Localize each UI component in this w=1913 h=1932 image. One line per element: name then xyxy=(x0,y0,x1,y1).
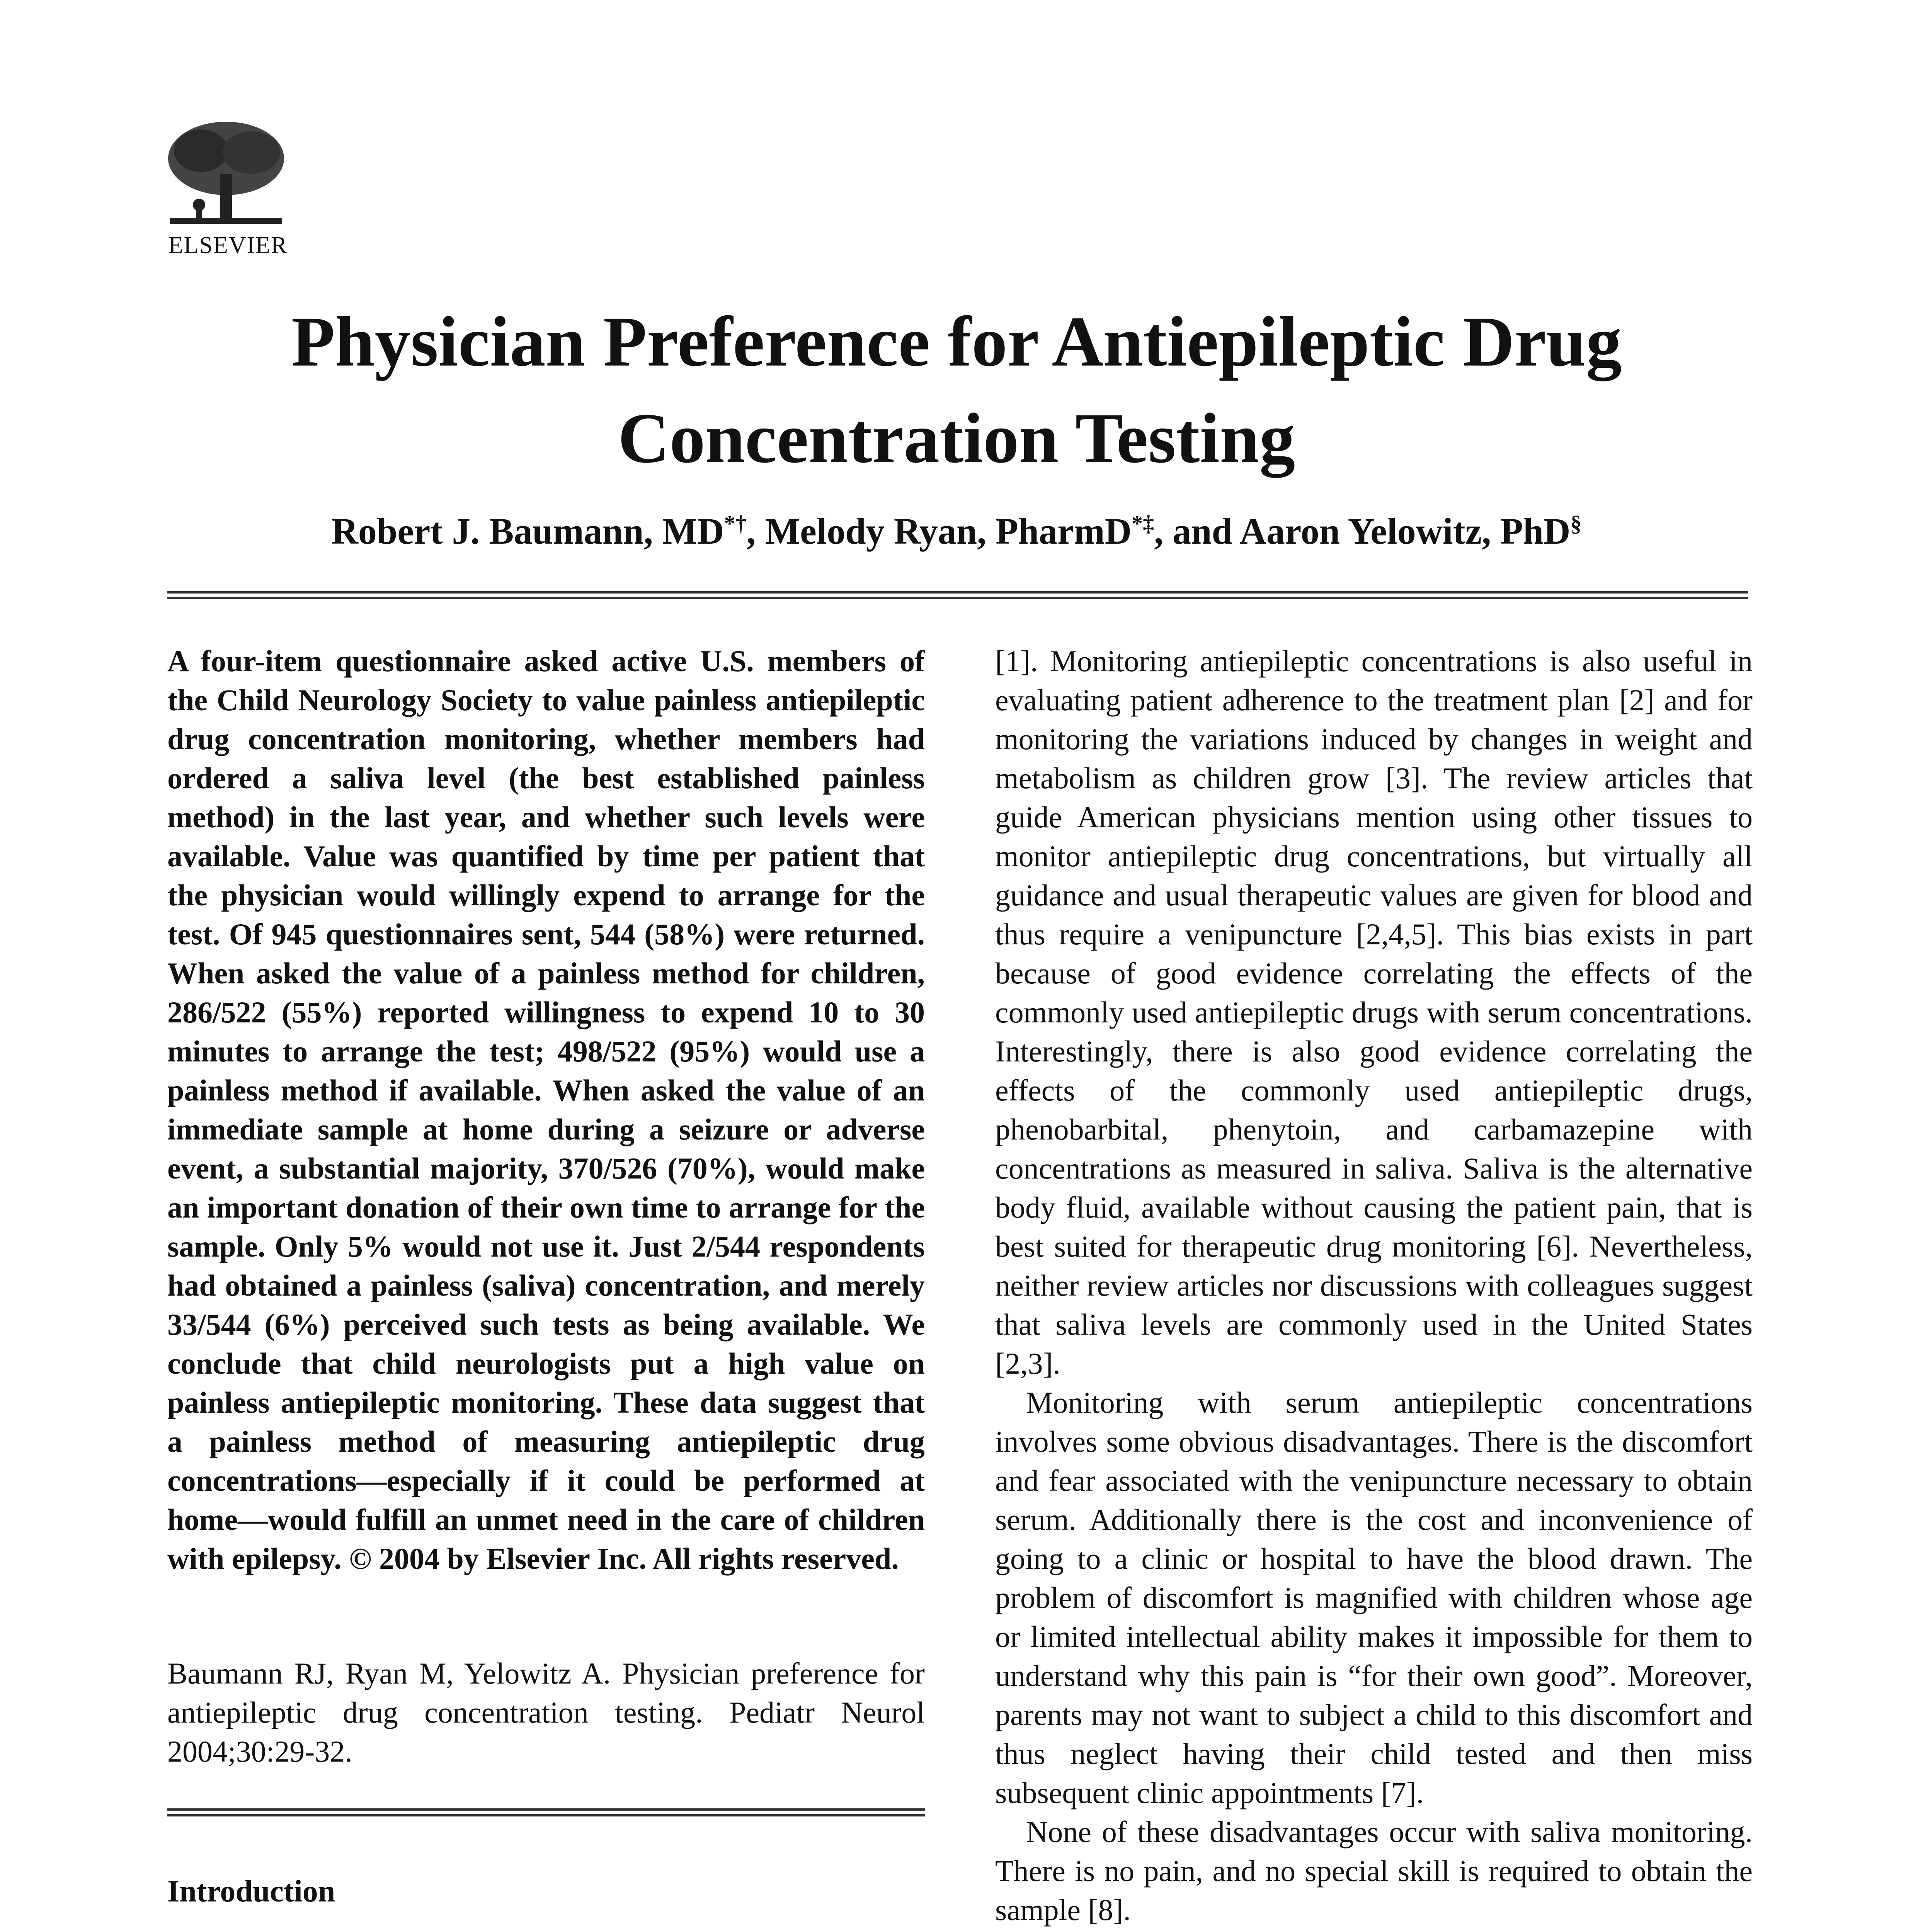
author-name: Aaron Yelowitz, PhD xyxy=(1239,510,1571,552)
right-column xyxy=(995,641,1753,1932)
author-affiliation-marks: *‡ xyxy=(1132,511,1154,536)
author-name: Melody Ryan, PharmD xyxy=(765,510,1132,552)
citation-text: Baumann RJ, Ryan M, Yelowitz A. Physician preference for antiepileptic drug concentration testing. Pediatr Neurol 2004;30:29-32. xyxy=(167,1656,925,1768)
author-separator: , xyxy=(746,510,765,552)
header-rule-bottom xyxy=(167,597,1748,599)
article-title: Physician Preference for Antiepileptic Drug Concentration Testing xyxy=(291,302,1622,478)
body-paragraph xyxy=(995,1929,1753,1932)
author-separator: , and xyxy=(1154,510,1240,552)
body-paragraph: Monitoring with serum antiepileptic concentrations involves some obvious disadvantages. There is the discomfort and fear associated with the venipuncture necessary to obtain serum. Additionally there is the cost and inconvenience of going to a clinic or hospital to have the blood drawn. The problem of discomfort is magnified with children whose age or limited intellectual ability makes it impossible for them to understand why this pain is “for their own good”. Moreover, parents may not want to subject a child to this discomfort and thus neglect having their child tested and then miss subsequent clinic appointments [7]. xyxy=(995,1386,1753,1810)
publisher-name: ELSEVIER xyxy=(168,232,288,259)
body-paragraph: [1]. Monitoring antiepileptic concentrations is also useful in evaluating patient adherence to the treatment plan [2] and for monitoring the variations induced by changes in weight and metabolism as children grow [3]. The review articles that guide American physicians mention using other tissues to monitor antiepileptic drug concentrations, but virtually all guidance and usual therapeutic values are given for blood and thus require a venipuncture [2,4,5]. This bias exists in part because of good evidence correlating the effects of the commonly used antiepileptic drugs with serum concentrations. Interestingly, there is also good evidence correlating the effects of the commonly used antiepileptic drugs, phenobarbital, phenytoin, and carbamazepine with concentrations as measured in saliva. Saliva is the alternative body fluid, available without causing the patient pain, that is best suited for therapeutic drug monitoring [6]. Nevertheless, neither review articles nor discussions with colleagues suggest that saliva levels are commonly used in the United States [2,3]. xyxy=(995,644,1753,1380)
abstract-rule-top xyxy=(167,1808,925,1811)
body-paragraph: None of these disadvantages occur with saliva monitoring. There is no pain, and no special skill is required to obtain the sample [8]. xyxy=(995,1815,1753,1927)
author-name: Robert J. Baumann, MD xyxy=(331,510,724,552)
author-affiliation-marks: § xyxy=(1570,511,1582,536)
header-rule-top xyxy=(167,591,1748,594)
abstract-text: A four-item questionnaire asked active U.S. members of the Child Neurology Society to value painless antiepileptic drug concentration monitoring, whether members had ordered a saliva level (the best established painless method) in the last year, and whether such levels were available. Value was quantified by time per patient that the physician would willingly expend to arrange for the test. Of 945 questionnaires sent, 544 (58%) were returned. When asked the value of a painless method for children, 286/522 (55%) reported willingness to expend 10 to 30 minutes to arrange the test; 498/522 (95%) would use a painless method if available. When asked the value of an immediate sample at home during a seizure or adverse event, a substantial majority, 370/526 (70%), would make an important donation of their own time to arrange for the sample. Only 5% would not use it. Just 2/544 respondents had obtained a painless (saliva) concentration, and merely 33/544 (6%) perceived such tests as being available. We conclude that child neurologists put a high value on painless antiepileptic monitoring. These data suggest that a painless method of measuring antiepileptic drug concentrations—especially if it could be performed at home—would fulfill an unmet need in the care of children with epilepsy. © 2004 by Elsevier Inc. All rights reserved. xyxy=(167,644,925,1575)
abstract-rule-bottom xyxy=(167,1814,925,1816)
section-heading-introduction: Introduction xyxy=(167,1874,335,1908)
author-list xyxy=(116,498,1797,556)
author-affiliation-marks: *† xyxy=(724,511,747,536)
